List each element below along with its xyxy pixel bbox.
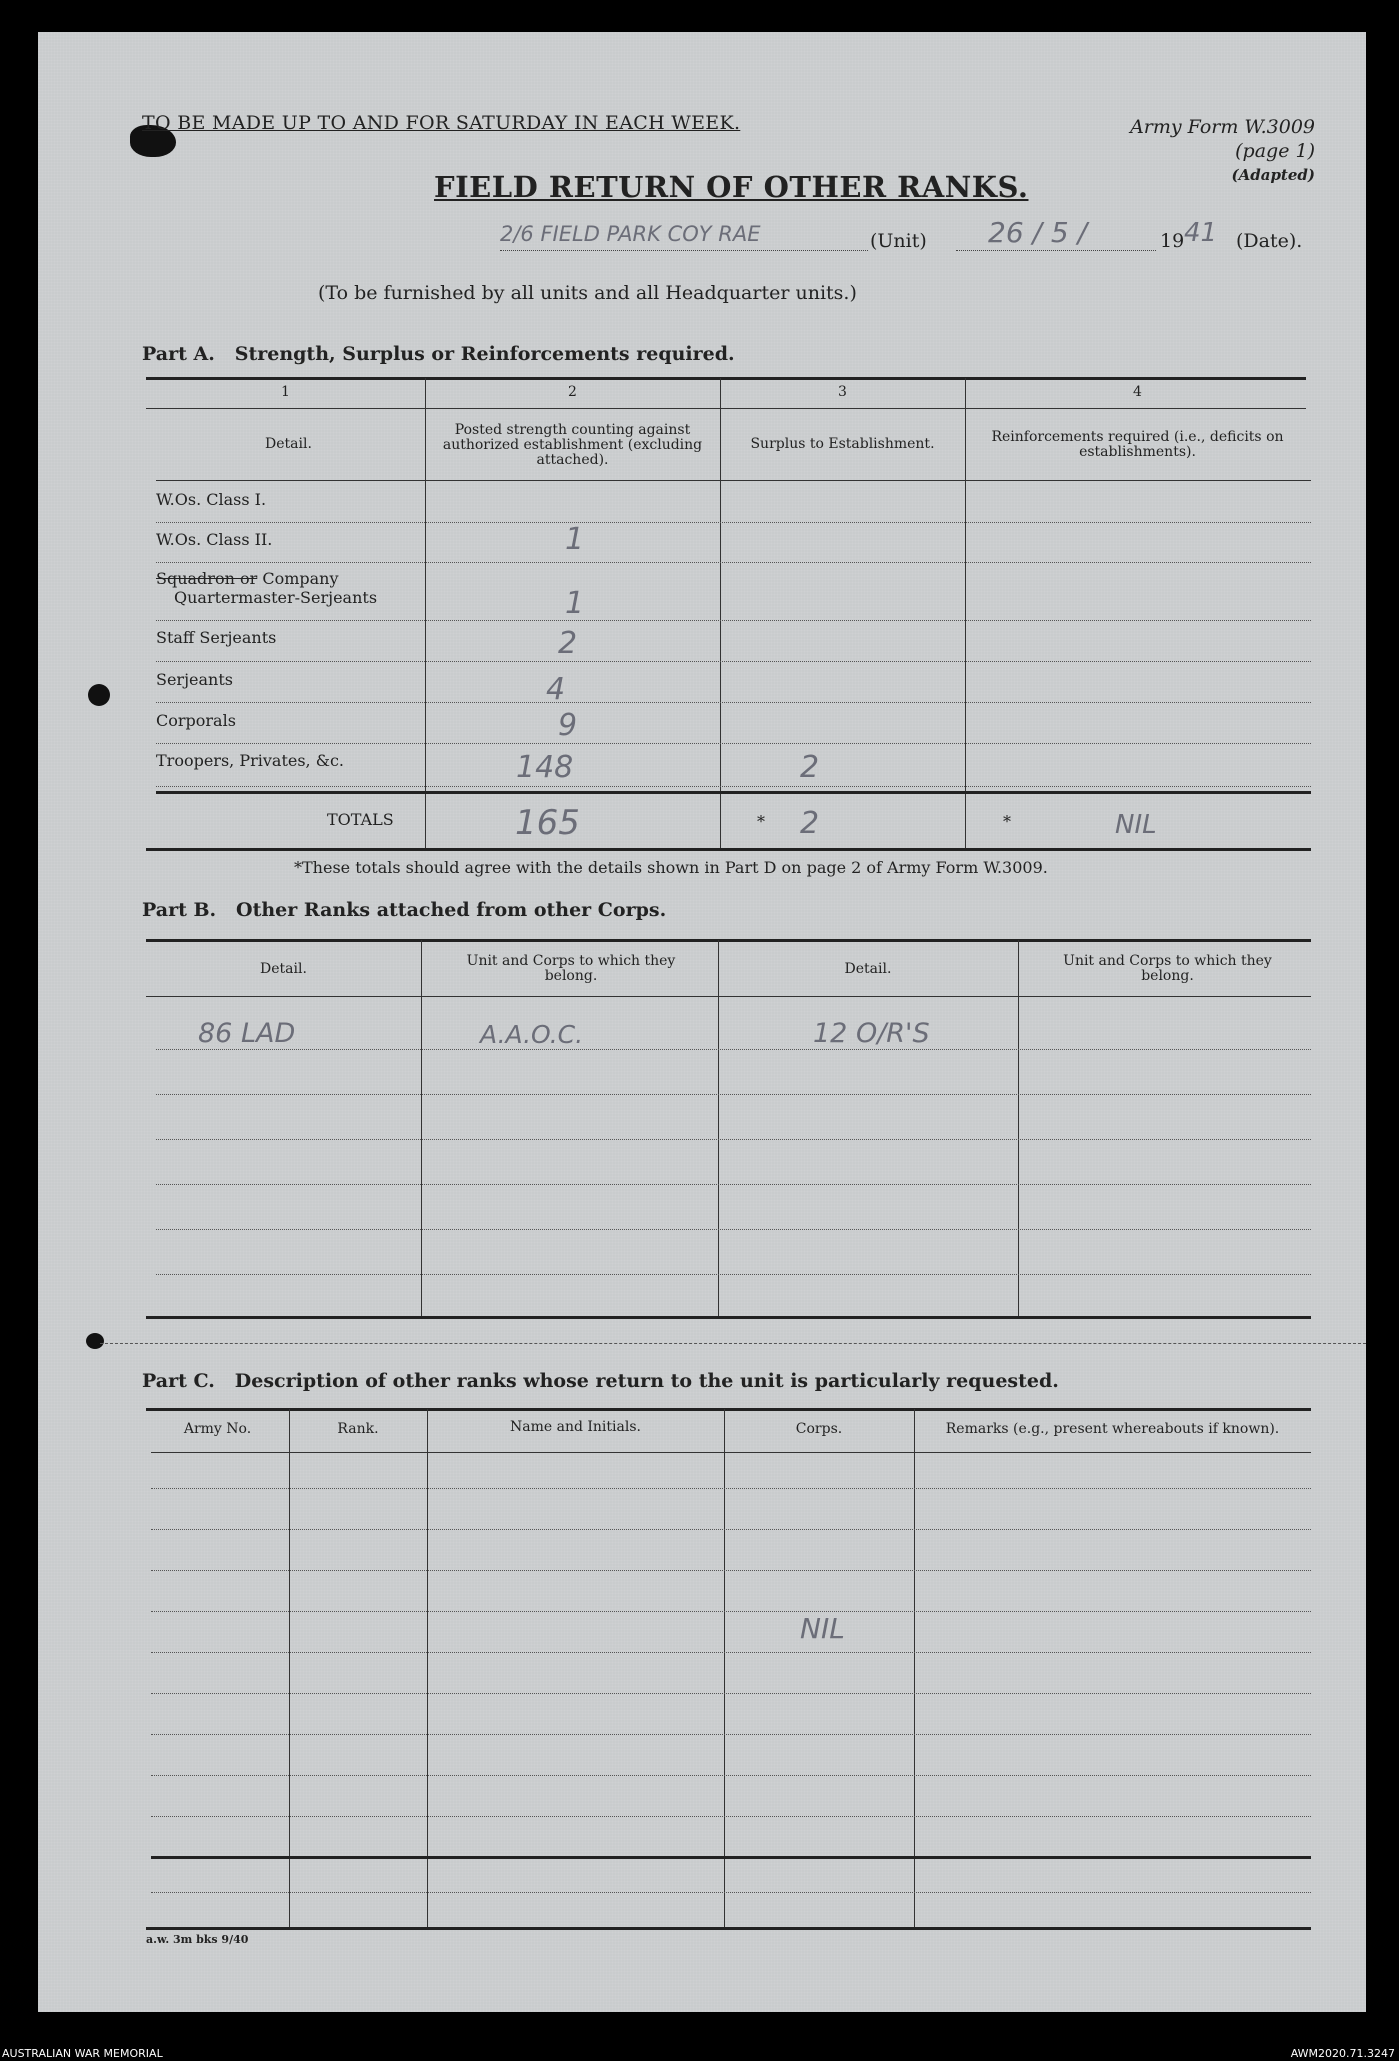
- part-c-col-remarks: Remarks (e.g., present whereabouts if known).: [945, 1421, 1280, 1437]
- part-c-double-rule: [151, 1856, 1311, 1859]
- part-c-entry: NIL: [800, 1612, 845, 1645]
- part-b-vline: [1018, 940, 1019, 1316]
- adapted-label: (Adapted): [1231, 166, 1315, 184]
- part-b-title: [142, 899, 666, 921]
- row-rule: [151, 1775, 1311, 1776]
- punch-hole: [88, 684, 110, 706]
- part-a-vline: [720, 378, 721, 848]
- col-header-surplus: Surplus to Establishment.: [750, 436, 935, 452]
- part-c-vline: [914, 1409, 915, 1929]
- part-a-bottom-rule: [146, 848, 1311, 851]
- part-b-vline: [718, 940, 719, 1316]
- row-rule: [151, 1816, 1311, 1817]
- part-a-col-number-rule: [146, 408, 1306, 409]
- row-label-cqms: [156, 569, 377, 607]
- date-value: 26 / 5 /: [988, 216, 1088, 249]
- row-rule: [156, 1274, 1311, 1275]
- part-b-top-rule: [146, 939, 1311, 942]
- totals-reinf: NIL: [1115, 810, 1157, 840]
- part-a-top-rule: [146, 377, 1306, 380]
- row-rule: [151, 1611, 1311, 1612]
- totals-reinf-asterisk: *: [1003, 812, 1011, 831]
- row-label-sjt: Serjeants: [156, 670, 233, 689]
- part-c-col-rank: Rank.: [337, 1421, 379, 1437]
- row-label-pte: Troopers, Privates, &c.: [156, 751, 345, 770]
- row-rule: [156, 786, 1311, 787]
- part-b-detail2-value: 12 O/R'S: [813, 1018, 930, 1049]
- year-prefix: 19: [1160, 230, 1185, 252]
- part-b-bottom-rule: [146, 1316, 1311, 1319]
- part-c-header-rule: [151, 1452, 1311, 1453]
- col-header-posted: Posted strength counting against authorized establishment (excluding attached).: [442, 422, 703, 468]
- part-c-top-rule: [146, 1408, 1311, 1411]
- year-value: 41: [1184, 218, 1218, 248]
- row-label-wo2: W.Os. Class II.: [156, 530, 273, 549]
- row-label-staff-sjt: Staff Serjeants: [156, 628, 277, 647]
- totals-surplus: 2: [800, 806, 820, 841]
- row-rule: [151, 1652, 1311, 1653]
- col-number: 4: [1133, 384, 1142, 400]
- totals-surplus-asterisk: *: [757, 812, 765, 831]
- part-a-title: [142, 343, 735, 365]
- row-rule: [151, 1693, 1311, 1694]
- part-c-vline: [427, 1409, 428, 1929]
- row-rule: [156, 1184, 1311, 1185]
- part-b-detail-value: 86 LAD: [198, 1018, 296, 1049]
- unit-dotted-line: [500, 250, 868, 251]
- part-c-col-name: Name and Initials.: [510, 1419, 641, 1435]
- row-rule: [156, 562, 1311, 563]
- row-rule: [151, 1570, 1311, 1571]
- posted-staff-sjt: 2: [558, 626, 578, 661]
- col-header-reinforcements: Reinforcements required (i.e., deficits on establishments).: [991, 429, 1284, 460]
- part-b-vline: [421, 940, 422, 1316]
- part-b-col-corps2: Unit and Corps to which they belong.: [1063, 953, 1272, 984]
- furnished-note: (To be furnished by all units and all Headquarter units.): [318, 282, 857, 304]
- row-rule: [151, 1734, 1311, 1735]
- footer-catalogue-number: AWM2020.71.3247: [1290, 2047, 1395, 2060]
- surplus-pte: 2: [800, 750, 820, 785]
- row-rule: [156, 661, 1311, 662]
- row-rule: [156, 743, 1311, 744]
- row-label-wo1: W.Os. Class I.: [156, 490, 267, 509]
- part-b-heading: Other Ranks attached from other Corps.: [236, 899, 667, 921]
- col-number: 1: [281, 384, 290, 400]
- posted-wo2: 1: [565, 522, 585, 557]
- posted-cpl: 9: [558, 708, 578, 743]
- col-number: 2: [568, 384, 577, 400]
- posted-cqms: 1: [565, 586, 585, 621]
- part-a-label: Part A.: [142, 343, 215, 365]
- row-label-company: Company: [262, 569, 339, 588]
- part-b-label: Part B.: [142, 899, 217, 921]
- row-rule: [151, 1529, 1311, 1530]
- row-rule: [156, 1049, 1311, 1050]
- part-b-corps-value: A.A.O.C.: [480, 1020, 584, 1049]
- row-rule: [156, 522, 1311, 523]
- part-c-vline: [289, 1409, 290, 1929]
- part-a-header-rule: [156, 480, 1311, 481]
- row-label-cpl: Corporals: [156, 711, 236, 730]
- part-b-col-corps: Unit and Corps to which they belong.: [466, 953, 676, 984]
- unit-label: (Unit): [870, 230, 927, 252]
- form-identifier: [1100, 115, 1315, 187]
- row-rule: [156, 702, 1311, 703]
- part-a-footnote: *These totals should agree with the details shown in Part D on page 2 of Army Form W.3009.: [294, 858, 1048, 877]
- struck-text: Squadron or: [156, 569, 258, 588]
- row-rule: [156, 1139, 1311, 1140]
- posted-sjt: 4: [546, 672, 566, 707]
- print-code: a.w. 3m bks 9/40: [146, 1933, 249, 1946]
- part-c-vline: [724, 1409, 725, 1929]
- footer-archive-name: AUSTRALIAN WAR MEMORIAL: [2, 2047, 163, 2060]
- col-header-detail: Detail.: [265, 436, 312, 452]
- cut-line: [100, 1343, 1366, 1344]
- row-rule: [151, 1892, 1311, 1893]
- part-c-label: Part C.: [142, 1370, 215, 1392]
- punch-hole: [86, 1333, 104, 1349]
- col-number: 3: [838, 384, 847, 400]
- part-c-bottom-rule: [146, 1927, 1311, 1930]
- row-label-qms: Quartermaster-Serjeants: [174, 588, 378, 607]
- posted-pte: 148: [516, 750, 574, 785]
- totals-top-rule: [156, 791, 1311, 794]
- totals-label: TOTALS: [327, 810, 394, 829]
- date-dotted-line: [956, 250, 1156, 251]
- part-c-col-corps: Corps.: [795, 1421, 843, 1437]
- instruction-text: TO BE MADE UP TO AND FOR SATURDAY IN EACH WEEK.: [142, 112, 741, 134]
- page-number: (page 1): [1235, 140, 1315, 162]
- part-b-col-detail2: Detail.: [844, 961, 892, 977]
- part-c-title: [142, 1370, 1059, 1392]
- totals-posted: 165: [515, 803, 580, 843]
- row-rule: [156, 1094, 1311, 1095]
- part-a-heading: Strength, Surplus or Reinforcements required.: [234, 343, 735, 365]
- date-label: (Date).: [1236, 230, 1303, 252]
- part-c-col-army-no: Army No.: [183, 1421, 252, 1437]
- form-title: FIELD RETURN OF OTHER RANKS.: [434, 170, 1029, 204]
- row-rule: [156, 1229, 1311, 1230]
- part-b-col-detail: Detail.: [260, 961, 307, 977]
- unit-date-line: [500, 216, 1320, 256]
- row-rule: [151, 1488, 1311, 1489]
- form-number: Army Form W.3009: [1130, 116, 1315, 138]
- unit-value: 2/6 FIELD PARK COY RAE: [500, 222, 761, 246]
- row-rule: [156, 620, 1311, 621]
- part-b-header-rule: [146, 996, 1311, 997]
- part-c-heading: Description of other ranks whose return to the unit is particularly requested.: [234, 1370, 1059, 1392]
